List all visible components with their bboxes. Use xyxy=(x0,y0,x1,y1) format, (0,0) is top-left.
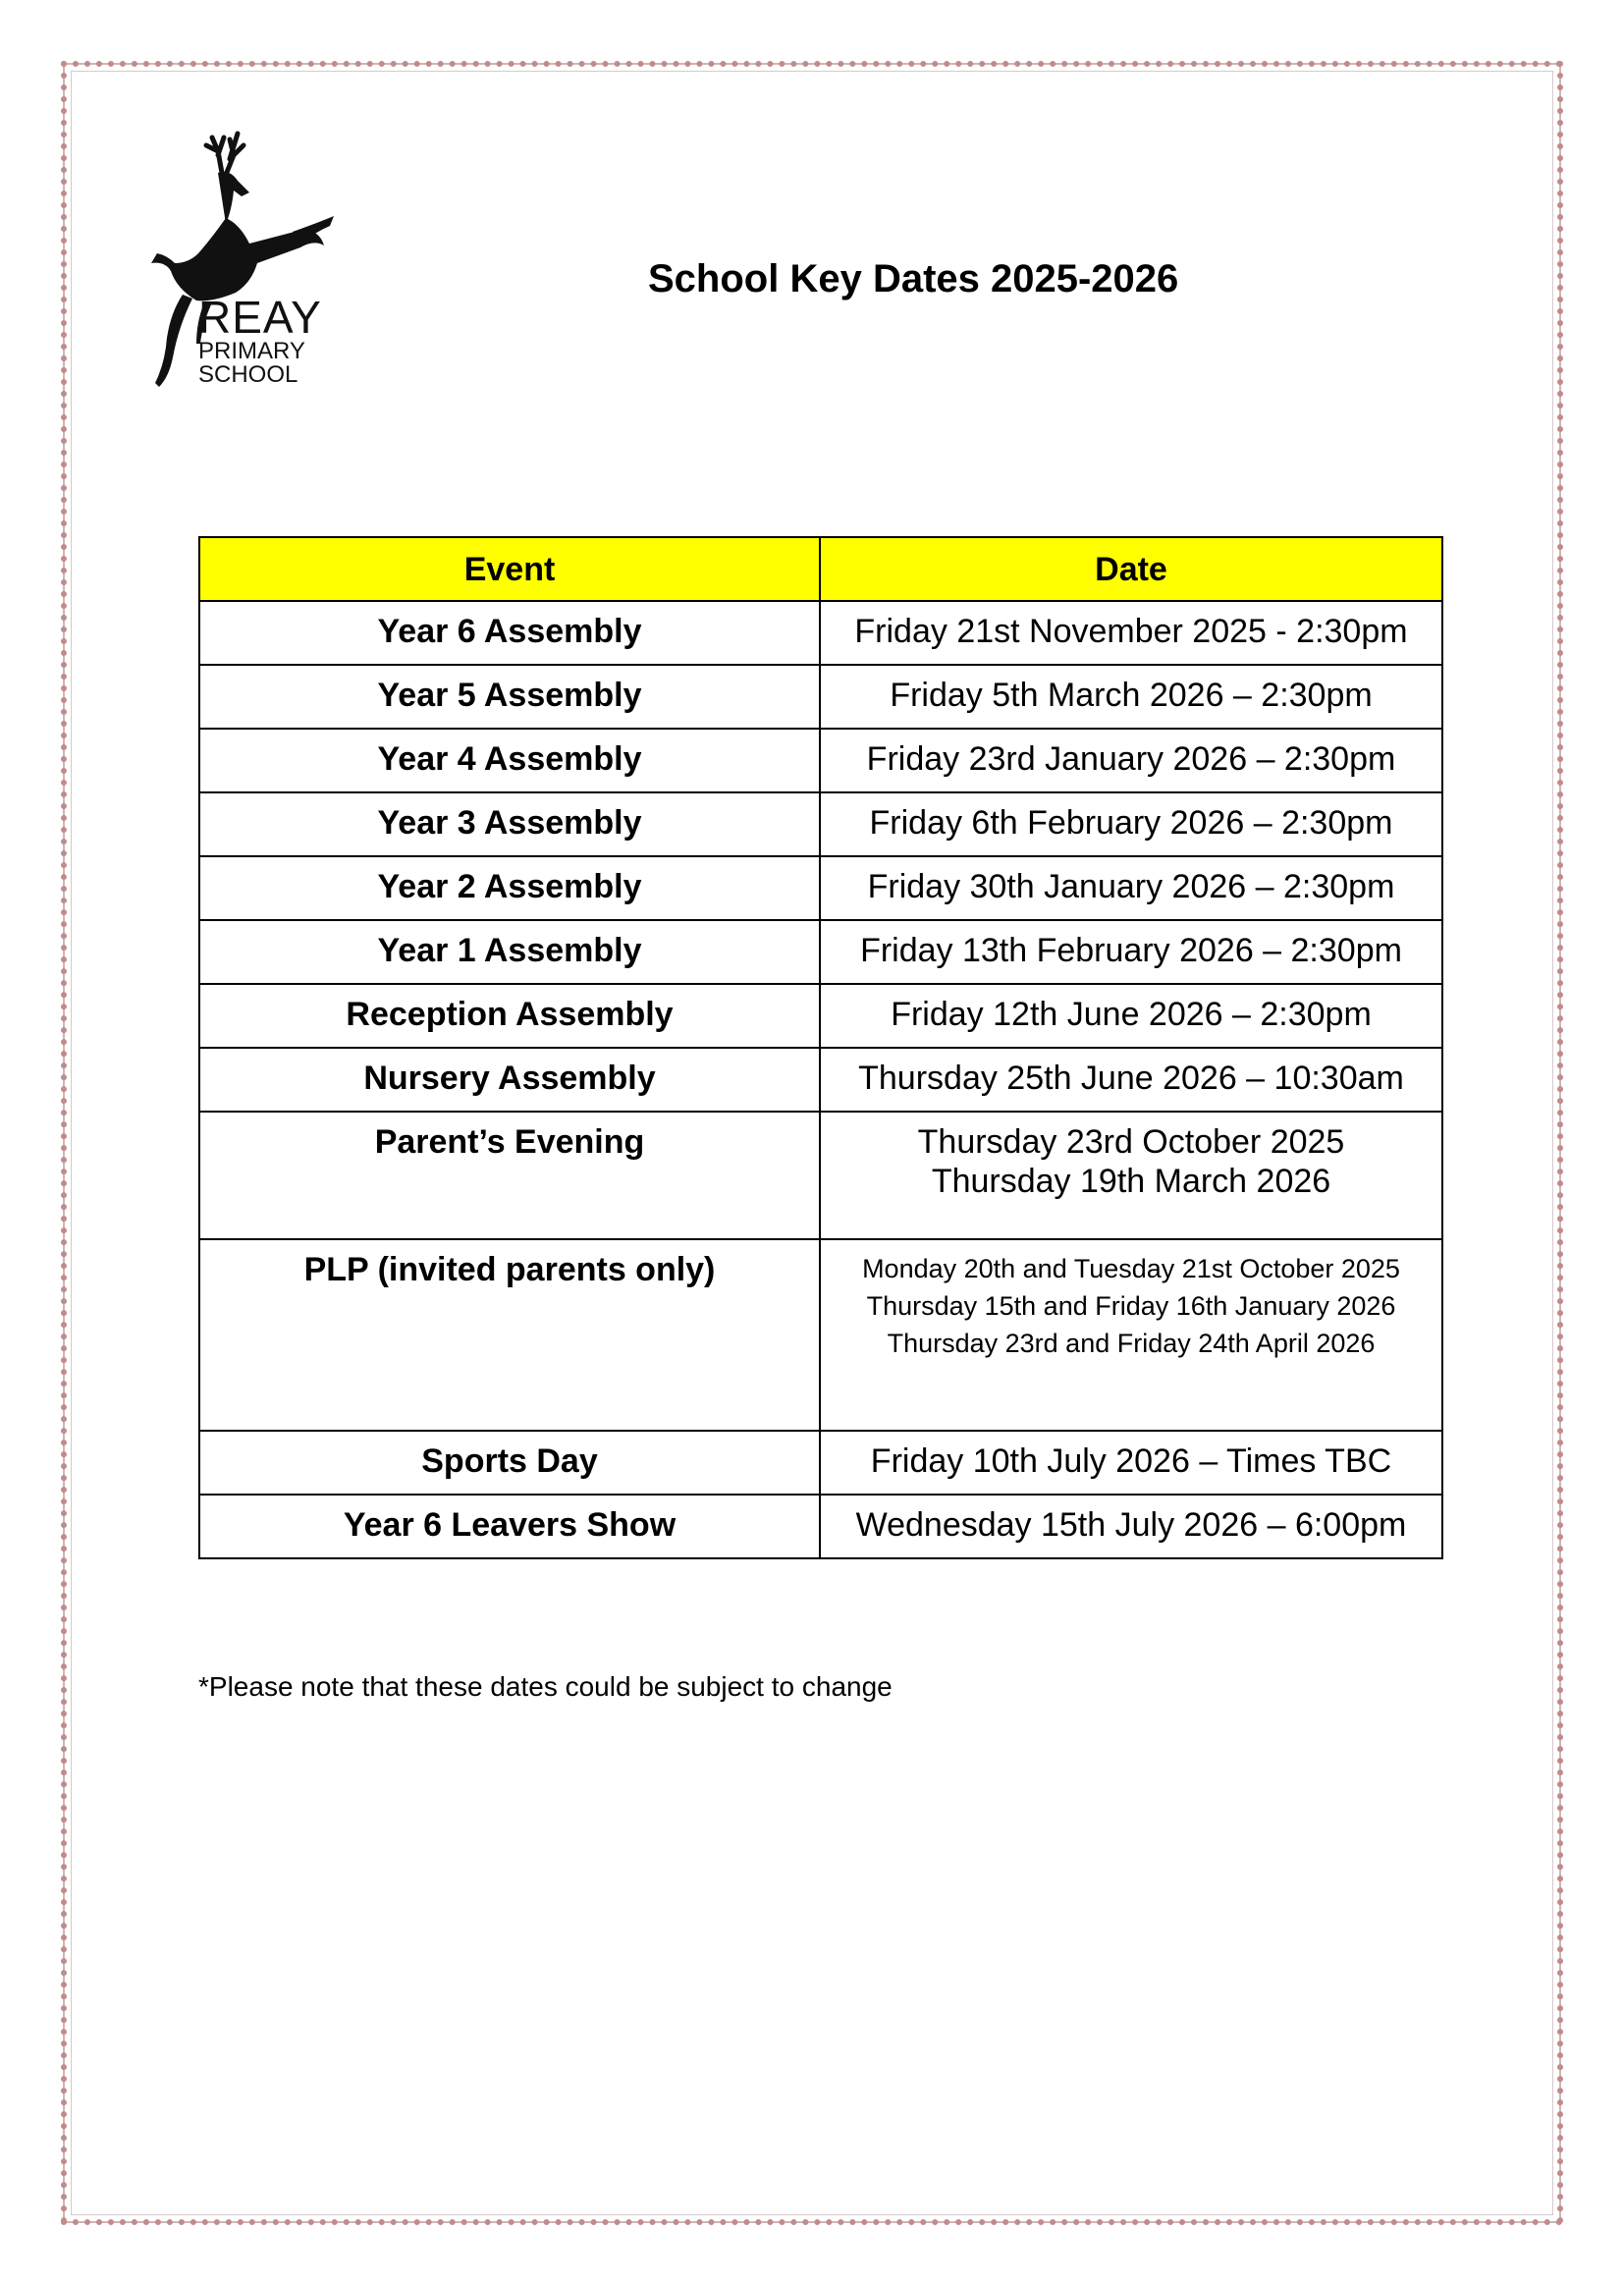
date-cell xyxy=(820,729,1442,792)
date-text: Friday 5th March 2026 – 2:30pm xyxy=(890,677,1373,714)
event-name: Year 6 Assembly xyxy=(377,613,642,650)
date-cell xyxy=(820,1495,1442,1558)
table-row xyxy=(199,856,1442,920)
date-text: Thursday 15th and Friday 16th January 2026 xyxy=(866,1291,1396,1321)
table-row xyxy=(199,984,1442,1048)
event-cell xyxy=(199,1495,820,1558)
logo-line-school: SCHOOL xyxy=(198,361,298,388)
event-name: PLP (invited parents only) xyxy=(303,1251,716,1288)
table-row xyxy=(199,1431,1442,1495)
date-text: Thursday 19th March 2026 xyxy=(931,1163,1331,1200)
date-text: Friday 21st November 2025 - 2:30pm xyxy=(854,613,1408,650)
header-date: Date xyxy=(820,537,1442,601)
event-name: Year 6 Leavers Show xyxy=(343,1506,677,1544)
date-cell xyxy=(820,1239,1442,1431)
event-name: Reception Assembly xyxy=(346,996,674,1033)
table-row xyxy=(199,601,1442,665)
event-cell xyxy=(199,665,820,729)
event-name: Year 2 Assembly xyxy=(377,868,642,905)
event-name: Year 3 Assembly xyxy=(377,804,642,842)
event-cell xyxy=(199,1239,820,1431)
date-text: Friday 12th June 2026 – 2:30pm xyxy=(891,996,1372,1033)
date-text: Monday 20th and Tuesday 21st October 2025 xyxy=(862,1254,1400,1283)
date-cell xyxy=(820,1048,1442,1112)
logo-wordmark: REAY xyxy=(198,292,322,343)
event-cell xyxy=(199,792,820,856)
event-cell xyxy=(199,1431,820,1495)
event-cell xyxy=(199,920,820,984)
date-text: Friday 6th February 2026 – 2:30pm xyxy=(869,804,1393,842)
date-text: Thursday 25th June 2026 – 10:30am xyxy=(858,1060,1404,1097)
event-cell xyxy=(199,1048,820,1112)
event-name: Year 1 Assembly xyxy=(377,932,642,969)
event-cell xyxy=(199,984,820,1048)
event-name: Sports Day xyxy=(421,1442,598,1480)
page-title: School Key Dates 2025-2026 xyxy=(648,257,1179,300)
table-row xyxy=(199,920,1442,984)
date-text: Wednesday 15th July 2026 – 6:00pm xyxy=(855,1506,1407,1544)
date-cell xyxy=(820,665,1442,729)
table-row xyxy=(199,1239,1442,1431)
date-cell xyxy=(820,856,1442,920)
date-cell xyxy=(820,984,1442,1048)
table-row xyxy=(199,665,1442,729)
date-text: Friday 10th July 2026 – Times TBC xyxy=(870,1442,1392,1480)
event-name: Year 5 Assembly xyxy=(377,677,642,714)
table-row xyxy=(199,1048,1442,1112)
event-cell xyxy=(199,1112,820,1239)
table-row xyxy=(199,729,1442,792)
event-name: Nursery Assembly xyxy=(363,1060,656,1097)
date-cell xyxy=(820,601,1442,665)
event-name: Year 4 Assembly xyxy=(377,740,642,778)
date-text: Thursday 23rd and Friday 24th April 2026 xyxy=(887,1329,1376,1358)
event-cell xyxy=(199,601,820,665)
date-cell xyxy=(820,792,1442,856)
header-event: Event xyxy=(199,537,820,601)
event-name: Parent’s Evening xyxy=(374,1123,645,1161)
table-row xyxy=(199,1495,1442,1558)
event-cell xyxy=(199,856,820,920)
school-logo xyxy=(128,116,334,391)
date-text: Friday 23rd January 2026 – 2:30pm xyxy=(866,740,1396,778)
disclaimer-note: *Please note that these dates could be subject to change xyxy=(198,1671,893,1702)
date-text: Friday 13th February 2026 – 2:30pm xyxy=(860,932,1402,969)
date-cell xyxy=(820,920,1442,984)
key-dates-table xyxy=(198,536,1443,1559)
table-header-row xyxy=(199,537,1442,601)
date-text: Friday 30th January 2026 – 2:30pm xyxy=(867,868,1395,905)
event-cell xyxy=(199,729,820,792)
logo-line-primary: PRIMARY xyxy=(198,338,305,364)
table-row xyxy=(199,792,1442,856)
date-cell xyxy=(820,1431,1442,1495)
table-row xyxy=(199,1112,1442,1239)
date-text: Thursday 23rd October 2025 xyxy=(917,1123,1345,1161)
date-cell xyxy=(820,1112,1442,1239)
